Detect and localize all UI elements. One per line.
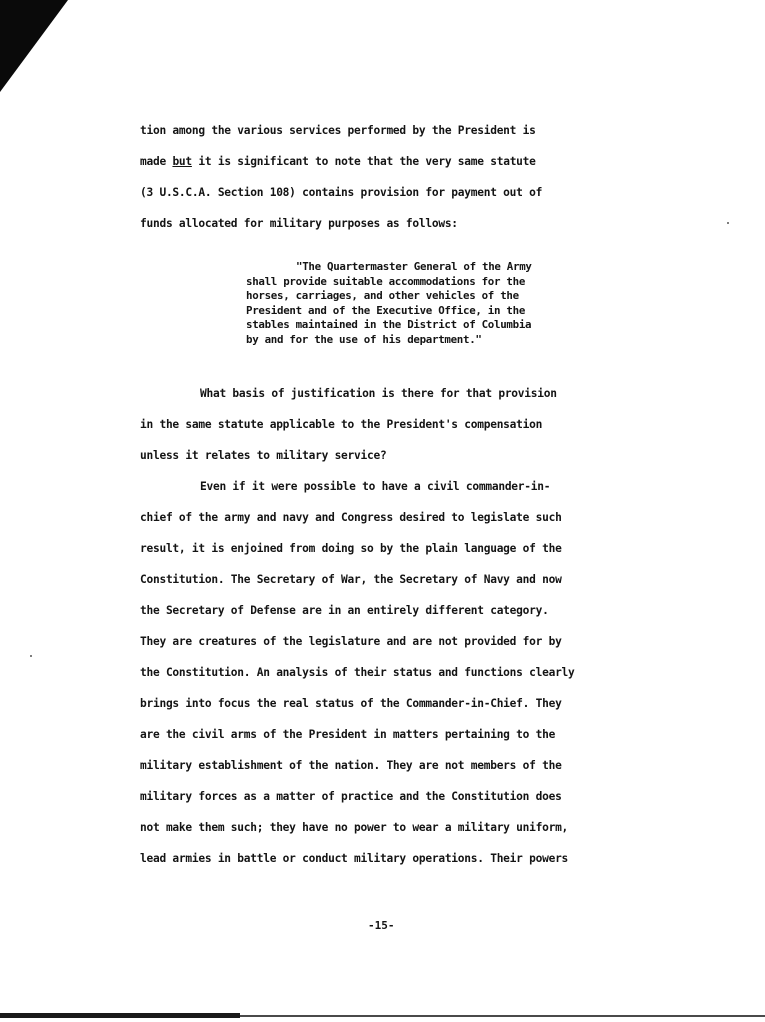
paragraph-3-line-4: Constitution. The Secretary of War, the Secretary of Navy and now — [140, 573, 562, 586]
page-number: -15- — [368, 919, 395, 932]
scan-edge-bar — [0, 1013, 240, 1018]
underlined-word: but — [172, 155, 192, 168]
paragraph-1-line-2-start: made — [140, 155, 173, 168]
paragraph-3-line-9: are the civil arms of the President in matters pertaining to the — [140, 728, 556, 741]
quote-line: stables maintained in the District of Columbia — [246, 318, 532, 332]
scan-speck — [30, 655, 32, 657]
paragraph-2-line-2: in the same statute applicable to the President's compensation — [140, 418, 543, 431]
paragraph-3-line-10: military establishment of the nation. They are not members of the — [140, 759, 562, 772]
quote-line: shall provide suitable accommodations for the — [246, 274, 526, 288]
paragraph-3-line-8: brings into focus the real status of the Commander-in-Chief. They — [140, 697, 562, 710]
block-quote — [246, 260, 616, 348]
paragraph-3-line-7: the Constitution. An analysis of their status and functions clearly — [140, 666, 575, 679]
paragraph-3-line-11: military forces as a matter of practice and the Constitution does — [140, 790, 562, 803]
scan-speck — [727, 222, 729, 224]
paragraph-3-line-5: the Secretary of Defense are in an entirely different category. — [140, 604, 549, 617]
paragraph-3-line-1: Even if it were possible to have a civil commander-in- — [200, 480, 551, 493]
paragraph-1-line-2 — [140, 155, 536, 169]
quote-line: "The Quartermaster General of the Army — [296, 260, 532, 273]
scan-edge-line — [240, 1015, 765, 1017]
quote-line: horses, carriages, and other vehicles of the — [246, 289, 519, 303]
quote-line: President and of the Executive Office, in the — [246, 303, 526, 317]
paragraph-1-line-3: (3 U.S.C.A. Section 108) contains provision for payment out of — [140, 186, 543, 199]
scan-corner-mark — [0, 0, 68, 92]
paragraph-3-line-2: chief of the army and navy and Congress desired to legislate such — [140, 511, 562, 524]
paragraph-3-line-13: lead armies in battle or conduct military operations. Their powers — [140, 852, 569, 865]
paragraph-2-line-1: What basis of justification is there for that provision — [200, 387, 557, 400]
paragraph-3-line-3: result, it is enjoined from doing so by the plain language of the — [140, 542, 562, 555]
paragraph-2-line-3: unless it relates to military service? — [140, 449, 387, 462]
paragraph-1-line-4: funds allocated for military purposes as follows: — [140, 217, 458, 230]
paragraph-1-line-1: tion among the various services performed by the President is — [140, 124, 536, 137]
paragraph-3-line-12: not make them such; they have no power to wear a military uniform, — [140, 821, 569, 834]
paragraph-1-line-2-end: it is significant to note that the very same statute — [191, 155, 536, 168]
paragraph-3-line-6: They are creatures of the legislature and are not provided for by — [140, 635, 562, 648]
quote-line: by and for the use of his department." — [246, 332, 482, 346]
